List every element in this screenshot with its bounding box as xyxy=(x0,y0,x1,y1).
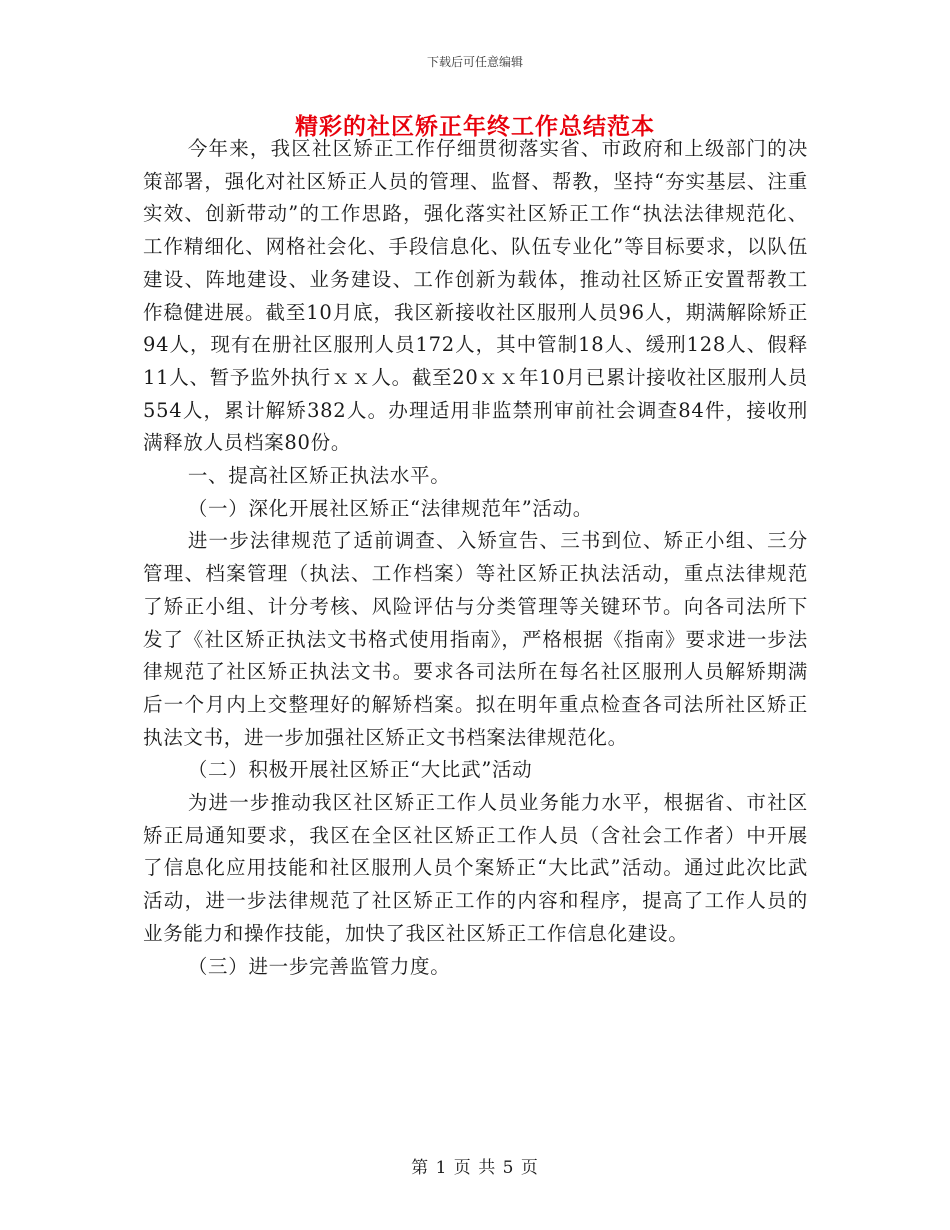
paragraph-legal-norms: 进一步法律规范了适前调查、入矫宣告、三书到位、矫正小组、三分管理、档案管理（执法、工作档案）等社区矫正执法活动，重点法律规范了矫正小组、计分考核、风险评估与分类管理等关键环节。向各司法所下发了《社区矫正执法文书格式使用指南》，严格根据《指南》要求进一步法律规范了社区矫正执法文书。要求各司法所在每名社区服刑人员解矫期满后一个月内上交整理好的解矫档案。拟在明年重点检查各司法所社区矫正执法文书，进一步加强社区矫正文书档案法律规范化。 xyxy=(143,529,808,749)
section-heading-1: 一、提高社区矫正执法水平。 xyxy=(187,464,451,488)
subsection-heading-1: （一）深化开展社区矫正“法律规范年”活动。 xyxy=(187,496,593,520)
paragraph-competition: 为进一步推动我区社区矫正工作人员业务能力水平，根据省、市社区矫正局通知要求，我区在全区社区矫正工作人员（含社会工作者）中开展了信息化应用技能和社区服刑人员个案矫正“大比武”活动。通过此次比武活动，进一步法律规范了社区矫正工作的内容和程序，提高了工作人员的业务能力和操作技能，加快了我区社区矫正工作信息化建设。 xyxy=(143,791,808,945)
paragraph-intro: 今年来，我区社区矫正工作仔细贯彻落实省、市政府和上级部门的决策部署，强化对社区矫正人员的管理、监督、帮教，坚持“夯实基层、注重实效、创新带动”的工作思路，强化落实社区矫正工作“执法法律规范化、工作精细化、网格社会化、手段信息化、队伍专业化”等目标要求，以队伍建设、阵地建设、业务建设、工作创新为载体，推动社区矫正安置帮教工作稳健进展。截至10月底，我区新接收社区服刑人员96人，期满解除矫正94人，现有在册社区服刑人员172人，其中管制18人、缓刑128人、假释11人、暂予监外执行ｘｘ人。截至20ｘｘ年10月已累计接收社区服刑人员554人，累计解矫382人。办理适用非监禁刑审前社会调查84件，接收刑满释放人员档案80份。 xyxy=(143,137,808,455)
document-body xyxy=(143,133,808,983)
page-header-note: 下载后可任意编辑 xyxy=(426,55,523,69)
document-title: 精彩的社区矫正年终工作总结范本 xyxy=(295,113,655,140)
subsection-heading-3: （三）进一步完善监管力度。 xyxy=(187,954,451,978)
subsection-heading-2: （二）积极开展社区矫正“大比武”活动 xyxy=(187,758,533,782)
page-number-indicator: 第 1 页 共 5 页 xyxy=(411,1158,539,1178)
